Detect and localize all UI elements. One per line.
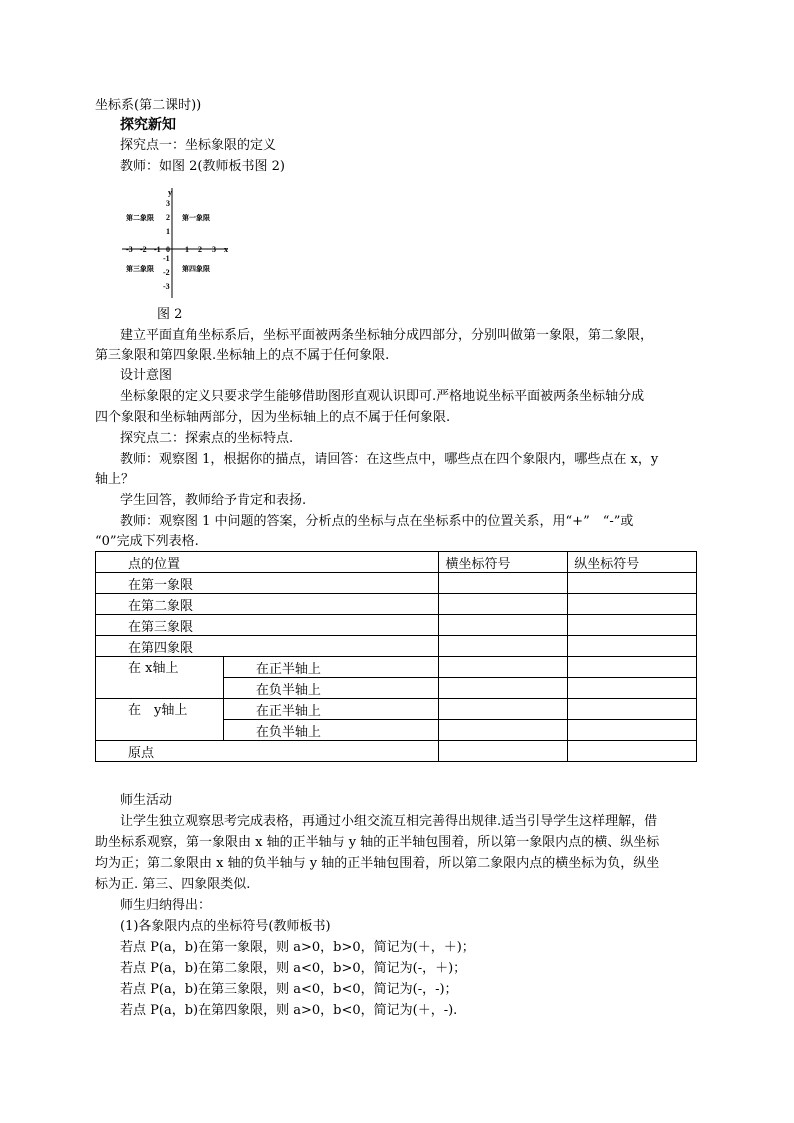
table-row	[96, 699, 697, 720]
row-label: 在第三象限	[96, 615, 439, 636]
x-tick-label: 1	[185, 245, 189, 254]
y-tick-label: -1	[163, 254, 170, 263]
row-label: 在第一象限	[96, 573, 439, 594]
activity-title: 师生活动	[120, 793, 173, 808]
y-sign-cell[interactable]	[568, 678, 697, 699]
origin-label: 0	[166, 245, 170, 254]
paragraph-line: 坐标象限的定义只要求学生能够借助图形直观认识即可.严格地说坐标平面被两条坐标轴分成	[120, 389, 645, 404]
x-sign-cell[interactable]	[439, 573, 568, 594]
y-tick-label: -3	[163, 282, 170, 291]
quadrant-3-label: 第三象限	[126, 265, 154, 273]
y-tick-label: 3	[166, 199, 170, 208]
y-sign-cell[interactable]	[568, 615, 697, 636]
row-label: 在第四象限	[96, 636, 439, 657]
table-row	[96, 594, 697, 615]
coordinate-plane-figure	[120, 186, 240, 302]
figure-caption: 图 2	[157, 307, 183, 322]
row-sublabel: 在负半轴上	[223, 678, 439, 699]
x-tick-label: 3	[212, 245, 216, 254]
x-sign-cell[interactable]	[439, 678, 568, 699]
row-group-label: 在 x轴上	[96, 657, 224, 699]
table-row	[96, 573, 697, 594]
table-header-row	[96, 552, 697, 573]
paragraph-line: 让学生独立观察思考完成表格，再通过小组交流互相完善得出规律.适当引导学生这样理解，借	[120, 814, 658, 829]
x-sign-cell[interactable]	[439, 720, 568, 741]
x-tick-label: -1	[154, 245, 161, 254]
paragraph-line: 第三象限和第四象限.坐标轴上的点不属于任何象限.	[95, 348, 390, 363]
y-tick-label: 2	[166, 213, 170, 222]
row-label: 原点	[96, 741, 439, 762]
row-label: 在第二象限	[96, 594, 439, 615]
paragraph-line: 建立平面直角坐标系后，坐标平面被两条坐标轴分成四部分，分别叫做第一象限，第二象限，	[120, 328, 654, 343]
y-sign-cell[interactable]	[568, 720, 697, 741]
x-tick-label: 2	[198, 245, 202, 254]
table-row	[96, 636, 697, 657]
x-tick-label: -2	[140, 245, 147, 254]
x-sign-cell[interactable]	[439, 699, 568, 720]
x-tick-label: -3	[126, 245, 133, 254]
coordinate-sign-table	[95, 551, 697, 762]
x-sign-cell[interactable]	[439, 741, 568, 762]
paragraph-line: 四个象限和坐标轴两部分，因为坐标轴上的点不属于任何象限.	[95, 410, 451, 425]
y-sign-cell[interactable]	[568, 636, 697, 657]
rule-line: 若点 P(a，b)在第二象限，则 a<0，b>0，简记为(-，＋)；	[120, 961, 467, 976]
explore-point-2-title: 探究点二：探索点的坐标特点.	[120, 431, 294, 446]
y-sign-cell[interactable]	[568, 657, 697, 678]
y-axis-label: y	[168, 188, 172, 197]
y-sign-cell[interactable]	[568, 741, 697, 762]
header-x-sign: 横坐标符号	[439, 552, 568, 573]
rule-line: 若点 P(a，b)在第三象限，则 a<0，b<0，简记为(-，-)；	[120, 982, 458, 997]
table-row	[96, 657, 697, 678]
y-sign-cell[interactable]	[568, 594, 697, 615]
x-axis-label: x	[224, 245, 228, 254]
x-sign-cell[interactable]	[439, 657, 568, 678]
summary-title: 师生归纳得出：	[120, 898, 212, 913]
student-reply: 学生回答，教师给予肯定和表扬.	[120, 493, 307, 508]
paragraph-line: 教师：观察图 1，根据你的描点，请回答：在这些点中，哪些点在四个象限内，哪些点在 x，y	[120, 452, 659, 467]
paragraph-line: 标为正. 第三、四象限类似.	[95, 877, 251, 892]
row-sublabel: 在负半轴上	[223, 720, 439, 741]
paragraph-line: 教师：观察图 1 中问题的答案，分析点的坐标与点在坐标系中的位置关系，用“+” “-”或	[120, 514, 634, 529]
y-tick-label: 1	[166, 227, 170, 236]
header-position: 点的位置	[96, 552, 439, 573]
design-intent-title: 设计意图	[120, 368, 173, 383]
y-tick-label: -2	[163, 268, 170, 277]
paragraph-line: 助坐标系观察，第一象限由 x 轴的正半轴与 y 轴的正半轴包围着，所以第一象限内点的横、纵坐标	[95, 835, 660, 850]
table-row	[96, 615, 697, 636]
paragraph-line: 轴上？	[95, 472, 135, 487]
x-sign-cell[interactable]	[439, 594, 568, 615]
quadrant-1-label: 第一象限	[182, 214, 210, 222]
row-sublabel: 在正半轴上	[223, 657, 439, 678]
paragraph-line: 均为正；第二象限由 x 轴的负半轴与 y 轴的正半轴包围着，所以第二象限内点的横坐标为负，纵坐	[95, 856, 660, 871]
quadrant-4-label: 第四象限	[182, 265, 210, 273]
rule-line: 若点 P(a，b)在第四象限，则 a>0，b<0，简记为(＋，-).	[120, 1003, 458, 1018]
lesson-title: 坐标系(第二课时))	[95, 98, 202, 113]
y-sign-cell[interactable]	[568, 699, 697, 720]
row-group-label: 在 y轴上	[96, 699, 224, 741]
explore-point-1-title: 探究点一：坐标象限的定义	[120, 138, 277, 153]
table-row	[96, 741, 697, 762]
header-y-sign: 纵坐标符号	[568, 552, 697, 573]
teacher-instruction-figure: 教师：如图 2(教师板书图 2)	[120, 159, 285, 174]
row-sublabel: 在正半轴上	[223, 699, 439, 720]
x-sign-cell[interactable]	[439, 636, 568, 657]
x-sign-cell[interactable]	[439, 615, 568, 636]
rule-line: 若点 P(a，b)在第一象限，则 a>0，b>0，简记为(＋，＋)；	[120, 940, 475, 955]
rule-title: (1)各象限内点的坐标符号(教师板书)	[120, 919, 331, 934]
y-sign-cell[interactable]	[568, 573, 697, 594]
section-heading: 探究新知	[120, 117, 176, 133]
paragraph-line: “0”完成下列表格.	[95, 534, 199, 549]
quadrant-2-label: 第二象限	[126, 214, 154, 222]
